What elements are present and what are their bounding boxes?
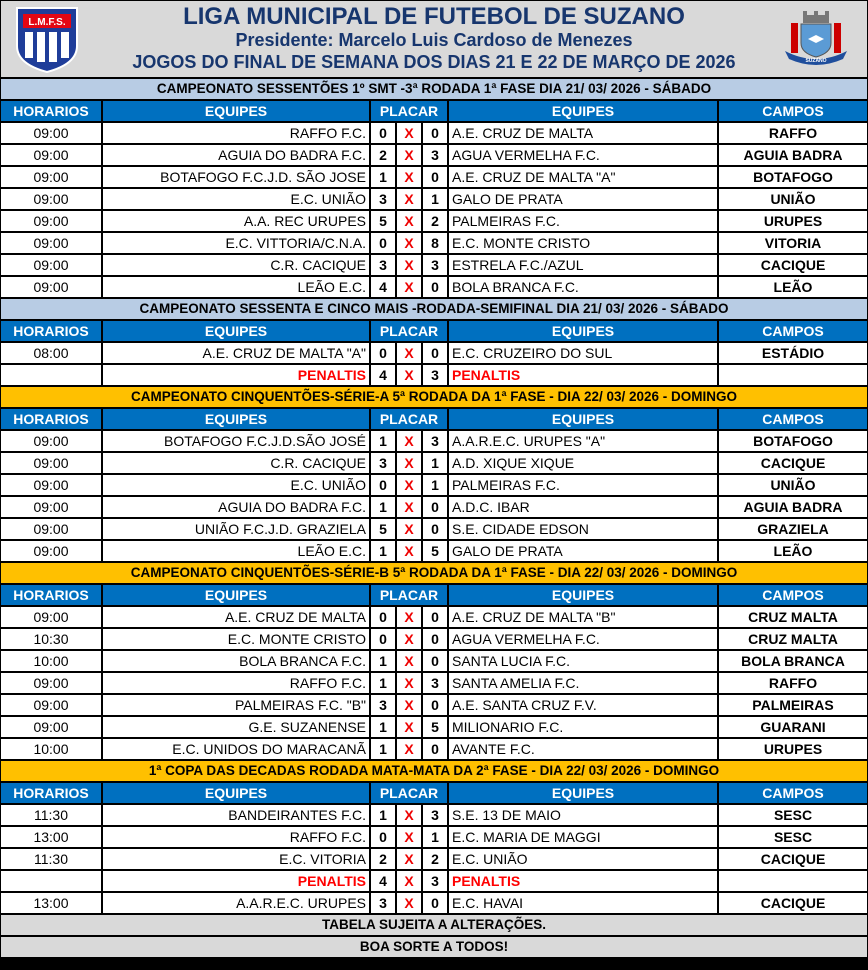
match-row [1, 343, 867, 365]
match-field: LEÃO [719, 541, 867, 561]
home-team: UNIÃO F.C.J.D. GRAZIELA [103, 519, 371, 539]
match-time: 09:00 [1, 673, 103, 693]
match-field: CRUZ MALTA [719, 607, 867, 627]
match-field: UNIÃO [719, 475, 867, 495]
versus-x: X [397, 189, 423, 209]
header-placar: PLACAR [371, 783, 449, 803]
home-score: 0 [371, 233, 397, 253]
match-row [1, 673, 867, 695]
home-score: 5 [371, 211, 397, 231]
header-campos: CAMPOS [719, 101, 867, 121]
away-team: AGUA VERMELHA F.C. [449, 629, 719, 649]
home-team: E.C. MONTE CRISTO [103, 629, 371, 649]
home-team: A.E. CRUZ DE MALTA "A" [103, 343, 371, 363]
away-score: 0 [423, 497, 449, 517]
home-team: C.R. CACIQUE [103, 255, 371, 275]
penalty-row [1, 365, 867, 387]
away-team: MILIONARIO F.C. [449, 717, 719, 737]
header-equipes-home: EQUIPES [103, 101, 371, 121]
away-score: 3 [423, 431, 449, 451]
home-score: 1 [371, 717, 397, 737]
svg-text:SUZANO: SUZANO [805, 58, 827, 64]
header-equipes-home: EQUIPES [103, 783, 371, 803]
match-row [1, 233, 867, 255]
home-team: E.C. UNIÃO [103, 475, 371, 495]
match-row [1, 277, 867, 299]
versus-x: X [397, 211, 423, 231]
header-placar: PLACAR [371, 101, 449, 121]
versus-x: X [397, 497, 423, 517]
away-score: 0 [423, 629, 449, 649]
column-header-row [1, 783, 867, 805]
home-score: 1 [371, 651, 397, 671]
home-score: 3 [371, 893, 397, 913]
match-field [719, 365, 867, 385]
away-score: 2 [423, 211, 449, 231]
away-team: PALMEIRAS F.C. [449, 211, 719, 231]
header-campos: CAMPOS [719, 409, 867, 429]
match-row [1, 453, 867, 475]
away-score: 0 [423, 277, 449, 297]
home-team: A.A. REC URUPES [103, 211, 371, 231]
match-row [1, 541, 867, 563]
away-team: A.E. SANTA CRUZ F.V. [449, 695, 719, 715]
match-time: 08:00 [1, 343, 103, 363]
home-score: 1 [371, 673, 397, 693]
suzano-coat-of-arms-logo [781, 9, 851, 69]
versus-x: X [397, 805, 423, 825]
match-time: 13:00 [1, 827, 103, 847]
section-title: CAMPEONATO CINQUENTÕES-SÉRIE-B 5ª RODADA DA 1ª FASE - DIA 22/ 03/ 2026 - DOMINGO [1, 563, 867, 585]
home-score: 4 [371, 365, 397, 385]
versus-x: X [397, 277, 423, 297]
header-campos: CAMPOS [719, 783, 867, 803]
match-time: 09:00 [1, 233, 103, 253]
match-field: CACIQUE [719, 255, 867, 275]
match-row [1, 827, 867, 849]
home-team: RAFFO F.C. [103, 123, 371, 143]
page-header [1, 1, 867, 79]
header-placar: PLACAR [371, 321, 449, 341]
home-team: RAFFO F.C. [103, 673, 371, 693]
match-time: 11:30 [1, 849, 103, 869]
home-team: RAFFO F.C. [103, 827, 371, 847]
versus-x: X [397, 739, 423, 759]
away-score: 0 [423, 167, 449, 187]
home-score: 1 [371, 167, 397, 187]
match-field: BOLA BRANCA [719, 651, 867, 671]
home-score: 0 [371, 607, 397, 627]
match-field: ESTÁDIO [719, 343, 867, 363]
section-title: CAMPEONATO SESSENTÕES 1º SMT -3ª RODADA 1ª FASE DIA 21/ 03/ 2026 - SÁBADO [1, 79, 867, 101]
header-campos: CAMPOS [719, 585, 867, 605]
match-field: CACIQUE [719, 893, 867, 913]
versus-x: X [397, 893, 423, 913]
home-team: LEÃO E.C. [103, 277, 371, 297]
match-row [1, 695, 867, 717]
header-horarios: HORARIOS [1, 409, 103, 429]
away-team: PALMEIRAS F.C. [449, 475, 719, 495]
match-row [1, 475, 867, 497]
header-horarios: HORARIOS [1, 585, 103, 605]
home-team: A.E. CRUZ DE MALTA [103, 607, 371, 627]
match-row [1, 717, 867, 739]
header-campos: CAMPOS [719, 321, 867, 341]
away-team: PENALTIS [449, 871, 719, 891]
home-team: E.C. VITORIA [103, 849, 371, 869]
away-team: E.C. HAVAI [449, 893, 719, 913]
column-header-row [1, 321, 867, 343]
away-team: A.E. CRUZ DE MALTA "A" [449, 167, 719, 187]
home-team: E.C. VITTORIA/C.N.A. [103, 233, 371, 253]
versus-x: X [397, 145, 423, 165]
home-score: 2 [371, 145, 397, 165]
header-equipes-away: EQUIPES [449, 409, 719, 429]
versus-x: X [397, 629, 423, 649]
match-field [719, 871, 867, 891]
match-row [1, 607, 867, 629]
versus-x: X [397, 453, 423, 473]
match-time: 09:00 [1, 497, 103, 517]
match-field: URUPES [719, 211, 867, 231]
home-team: BANDEIRANTES F.C. [103, 805, 371, 825]
versus-x: X [397, 849, 423, 869]
away-score: 1 [423, 453, 449, 473]
home-score: 0 [371, 343, 397, 363]
match-time: 09:00 [1, 211, 103, 231]
versus-x: X [397, 123, 423, 143]
versus-x: X [397, 167, 423, 187]
away-team: PENALTIS [449, 365, 719, 385]
away-team: GALO DE PRATA [449, 189, 719, 209]
home-score: 2 [371, 849, 397, 869]
home-team: BOLA BRANCA F.C. [103, 651, 371, 671]
versus-x: X [397, 343, 423, 363]
home-score: 3 [371, 453, 397, 473]
away-score: 0 [423, 739, 449, 759]
match-time: 09:00 [1, 255, 103, 275]
match-row [1, 145, 867, 167]
away-score: 3 [423, 871, 449, 891]
home-score: 3 [371, 695, 397, 715]
match-time: 09:00 [1, 475, 103, 495]
president-line: Presidente: Marcelo Luis Cardoso de Menezes [235, 30, 633, 50]
versus-x: X [397, 233, 423, 253]
match-time: 09:00 [1, 519, 103, 539]
versus-x: X [397, 431, 423, 451]
match-row [1, 651, 867, 673]
match-time: 10:00 [1, 739, 103, 759]
match-field: LEÃO [719, 277, 867, 297]
away-team: GALO DE PRATA [449, 541, 719, 561]
away-team: AGUA VERMELHA F.C. [449, 145, 719, 165]
versus-x: X [397, 607, 423, 627]
footer-greeting: BOA SORTE A TODOS! [1, 937, 867, 957]
away-score: 5 [423, 717, 449, 737]
match-time: 09:00 [1, 717, 103, 737]
section-title: 1ª COPA DAS DECADAS RODADA MATA-MATA DA 2ª FASE - DIA 22/ 03/ 2026 - DOMINGO [1, 761, 867, 783]
match-field: PALMEIRAS [719, 695, 867, 715]
away-team: S.E. 13 DE MAIO [449, 805, 719, 825]
versus-x: X [397, 695, 423, 715]
match-row [1, 849, 867, 871]
header-placar: PLACAR [371, 585, 449, 605]
league-title: LIGA MUNICIPAL DE FUTEBOL DE SUZANO [183, 3, 685, 30]
match-row [1, 805, 867, 827]
match-row [1, 255, 867, 277]
home-score: 4 [371, 277, 397, 297]
home-team: A.A.R.E.C. URUPES [103, 893, 371, 913]
away-score: 0 [423, 519, 449, 539]
away-team: S.E. CIDADE EDSON [449, 519, 719, 539]
home-score: 1 [371, 497, 397, 517]
away-team: A.D. XIQUE XIQUE [449, 453, 719, 473]
match-field: AGUIA BADRA [719, 145, 867, 165]
versus-x: X [397, 365, 423, 385]
header-equipes-away: EQUIPES [449, 585, 719, 605]
away-team: A.E. CRUZ DE MALTA "B" [449, 607, 719, 627]
sections-container [1, 79, 867, 915]
match-field: CACIQUE [719, 849, 867, 869]
match-field: BOTAFOGO [719, 167, 867, 187]
home-team: E.C. UNIÃO [103, 189, 371, 209]
away-score: 0 [423, 607, 449, 627]
penalty-row [1, 871, 867, 893]
match-field: RAFFO [719, 673, 867, 693]
match-field: CRUZ MALTA [719, 629, 867, 649]
match-time [1, 871, 103, 891]
versus-x: X [397, 541, 423, 561]
away-team: A.E. CRUZ DE MALTA [449, 123, 719, 143]
versus-x: X [397, 827, 423, 847]
match-row [1, 123, 867, 145]
column-header-row [1, 409, 867, 431]
match-field: VITORIA [719, 233, 867, 253]
header-equipes-home: EQUIPES [103, 585, 371, 605]
home-score: 0 [371, 629, 397, 649]
match-time: 09:00 [1, 189, 103, 209]
match-field: RAFFO [719, 123, 867, 143]
versus-x: X [397, 651, 423, 671]
home-score: 3 [371, 189, 397, 209]
match-time: 09:00 [1, 123, 103, 143]
match-field: GRAZIELA [719, 519, 867, 539]
column-header-row [1, 101, 867, 123]
home-team: AGUIA DO BADRA F.C. [103, 145, 371, 165]
match-field: AGUIA BADRA [719, 497, 867, 517]
match-time: 09:00 [1, 431, 103, 451]
match-time: 10:00 [1, 651, 103, 671]
home-score: 1 [371, 431, 397, 451]
away-score: 3 [423, 145, 449, 165]
schedule-page [1, 1, 867, 968]
match-time: 10:30 [1, 629, 103, 649]
match-time: 09:00 [1, 541, 103, 561]
home-team: G.E. SUZANENSE [103, 717, 371, 737]
away-score: 0 [423, 123, 449, 143]
match-row [1, 189, 867, 211]
versus-x: X [397, 475, 423, 495]
home-team: LEÃO E.C. [103, 541, 371, 561]
match-time: 13:00 [1, 893, 103, 913]
home-score: 5 [371, 519, 397, 539]
match-time [1, 365, 103, 385]
away-score: 3 [423, 805, 449, 825]
away-team: E.C. UNIÃO [449, 849, 719, 869]
away-team: SANTA AMELIA F.C. [449, 673, 719, 693]
header-equipes-home: EQUIPES [103, 321, 371, 341]
match-field: SESC [719, 827, 867, 847]
footer-note: TABELA SUJEITA A ALTERAÇÕES. [1, 915, 867, 937]
svg-text:L.M.F.S.: L.M.F.S. [28, 17, 66, 28]
header-horarios: HORARIOS [1, 101, 103, 121]
away-team: E.C. CRUZEIRO DO SUL [449, 343, 719, 363]
home-score: 3 [371, 255, 397, 275]
match-row [1, 167, 867, 189]
away-score: 3 [423, 255, 449, 275]
away-team: AVANTE F.C. [449, 739, 719, 759]
match-field: UNIÃO [719, 189, 867, 209]
match-field: URUPES [719, 739, 867, 759]
match-row [1, 519, 867, 541]
match-field: GUARANI [719, 717, 867, 737]
match-row [1, 893, 867, 915]
away-score: 8 [423, 233, 449, 253]
away-score: 0 [423, 893, 449, 913]
home-score: 0 [371, 475, 397, 495]
home-team: C.R. CACIQUE [103, 453, 371, 473]
header-placar: PLACAR [371, 409, 449, 429]
away-team: E.C. MARIA DE MAGGI [449, 827, 719, 847]
header-horarios: HORARIOS [1, 783, 103, 803]
match-field: SESC [719, 805, 867, 825]
home-team: PENALTIS [103, 871, 371, 891]
match-time: 09:00 [1, 695, 103, 715]
games-subtitle: JOGOS DO FINAL DE SEMANA DOS DIAS 21 E 22 DE MARÇO DE 2026 [132, 52, 736, 72]
home-score: 0 [371, 827, 397, 847]
home-score: 1 [371, 541, 397, 561]
away-score: 1 [423, 475, 449, 495]
home-team: AGUIA DO BADRA F.C. [103, 497, 371, 517]
match-time: 09:00 [1, 453, 103, 473]
header-equipes-home: EQUIPES [103, 409, 371, 429]
match-row [1, 497, 867, 519]
header-equipes-away: EQUIPES [449, 321, 719, 341]
away-score: 3 [423, 365, 449, 385]
match-time: 09:00 [1, 145, 103, 165]
match-row [1, 431, 867, 453]
match-time: 11:30 [1, 805, 103, 825]
versus-x: X [397, 717, 423, 737]
header-horarios: HORARIOS [1, 321, 103, 341]
match-row [1, 629, 867, 651]
match-field: BOTAFOGO [719, 431, 867, 451]
match-row [1, 739, 867, 761]
versus-x: X [397, 871, 423, 891]
header-equipes-away: EQUIPES [449, 783, 719, 803]
away-score: 2 [423, 849, 449, 869]
home-team: BOTAFOGO F.C.J.D.SÃO JOSÉ [103, 431, 371, 451]
section-title: CAMPEONATO SESSENTA E CINCO MAIS -RODADA-SEMIFINAL DIA 21/ 03/ 2026 - SÁBADO [1, 299, 867, 321]
home-team: PENALTIS [103, 365, 371, 385]
home-score: 0 [371, 123, 397, 143]
away-score: 0 [423, 695, 449, 715]
versus-x: X [397, 519, 423, 539]
lmfs-shield-logo [15, 6, 79, 74]
away-team: A.A.R.E.C. URUPES "A" [449, 431, 719, 451]
match-field: CACIQUE [719, 453, 867, 473]
header-titles [111, 3, 757, 73]
match-time: 09:00 [1, 167, 103, 187]
away-score: 3 [423, 673, 449, 693]
away-score: 0 [423, 651, 449, 671]
home-team: E.C. UNIDOS DO MARACANÃ [103, 739, 371, 759]
away-team: SANTA LUCIA F.C. [449, 651, 719, 671]
header-equipes-away: EQUIPES [449, 101, 719, 121]
match-row [1, 211, 867, 233]
versus-x: X [397, 673, 423, 693]
home-team: BOTAFOGO F.C.J.D. SÃO JOSE [103, 167, 371, 187]
home-score: 4 [371, 871, 397, 891]
away-score: 5 [423, 541, 449, 561]
section-title: CAMPEONATO CINQUENTÕES-SÉRIE-A 5ª RODADA DA 1ª FASE - DIA 22/ 03/ 2026 - DOMINGO [1, 387, 867, 409]
away-team: ESTRELA F.C./AZUL [449, 255, 719, 275]
column-header-row [1, 585, 867, 607]
away-score: 1 [423, 827, 449, 847]
match-time: 09:00 [1, 607, 103, 627]
away-team: A.D.C. IBAR [449, 497, 719, 517]
away-team: BOLA BRANCA F.C. [449, 277, 719, 297]
away-score: 0 [423, 343, 449, 363]
home-score: 1 [371, 739, 397, 759]
home-team: PALMEIRAS F.C. "B" [103, 695, 371, 715]
home-score: 1 [371, 805, 397, 825]
away-score: 1 [423, 189, 449, 209]
match-time: 09:00 [1, 277, 103, 297]
away-team: E.C. MONTE CRISTO [449, 233, 719, 253]
versus-x: X [397, 255, 423, 275]
